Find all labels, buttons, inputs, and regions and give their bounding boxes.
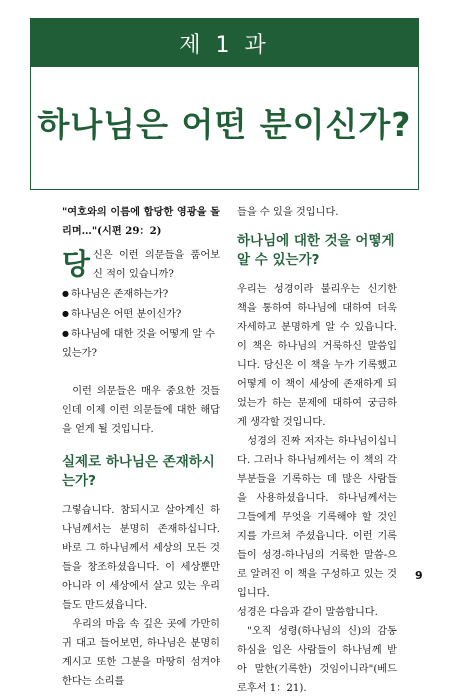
body-paragraph: 성경의 진짜 저자는 하나님이십니다. 그러나 하나님께서는 이 책의 각 부분들을 기록하는 데 많은 사람들을 사용하셨읍니다. 하나님께서는 그들에게 무엇을 기록해야 할 것인지를 가르쳐 주셨읍니다. 이런 기록들이 성경-하나님의 거룩한 말씀-으로 알려진 이 책을 구성하고 있는 것입니다. [237, 436, 397, 599]
continued-text: 들을 수 있을 것입니다. [237, 207, 339, 218]
right-column [237, 203, 397, 698]
question-item: ● 하나님에 대한 것을 어떻게 알 수 있는가? [62, 324, 220, 363]
scripture-quote: "오직 성령(하나님의 신)의 감동하심을 입은 사람들이 하나님께 받아 말한(기록한) 것임이니라"(베드로후서 1：21). [237, 626, 397, 694]
body-paragraph: 우리는 성경이라 불리우는 신기한 책을 통하여 하나님에 대하여 더욱 자세하고 분명하게 알 수 있읍니다. 이 책은 하나님의 거룩하신 말씀입니다. 당신은 이 책을 누가 기록했고 어떻게 이 책이 세상에 존재하게 되었는가 하는 문제에 대하여 궁금하게 생각할 것입니다. [237, 284, 397, 428]
page-title: 하나님은 어떤 분이신가? [37, 105, 412, 144]
page-number: 9 [415, 569, 423, 582]
intro-paragraph [62, 246, 220, 284]
lesson-number-label: 제 1 과 [31, 19, 418, 67]
body-paragraph: 우리의 마음 속 깊은 곳에 가만히 귀 대고 들어보면, 하나님은 분명히 계시고 또한 그분을 마땅히 섬겨야 한다는 소리를 [62, 619, 220, 687]
section-heading: 실제로 하나님은 존재하시는가? [62, 454, 215, 489]
epigraph-quote: "여호와의 이름에 합당한 영광을 돌리며…"(시편 29：2) [62, 206, 220, 237]
lesson-header [30, 18, 419, 190]
intro-text: 신은 이런 의문들을 품어보신 적이 있습니까? [93, 250, 220, 280]
question-item: ● 하나님은 어떤 분이신가? [62, 304, 220, 324]
question-item: ● 하나님은 존재하는가? [62, 284, 220, 304]
body-paragraph: 그렇습니다. 참되시고 살아계신 하나님께서는 분명히 존재하십니다. 바로 그 하나님께서 세상의 모든 것들을 창조하셨읍니다. 이 세상뿐만 아니라 이 세상에서 살고 있는 우리들도 만드셨읍니다. [62, 505, 220, 611]
spacer [62, 363, 220, 382]
drop-cap: 당 [62, 247, 91, 281]
left-column [62, 203, 220, 691]
body-paragraph: 이런 의문들은 매우 중요한 것들인데 이제 이런 의문들에 대한 해답을 얻게 될 것입니다. [62, 386, 220, 435]
question-list [62, 284, 220, 363]
section-heading: 하나님에 대한 것을 어떻게 알 수 있는가? [237, 233, 395, 268]
body-paragraph: 성경은 다음과 같이 말씀합니다. [237, 607, 378, 618]
